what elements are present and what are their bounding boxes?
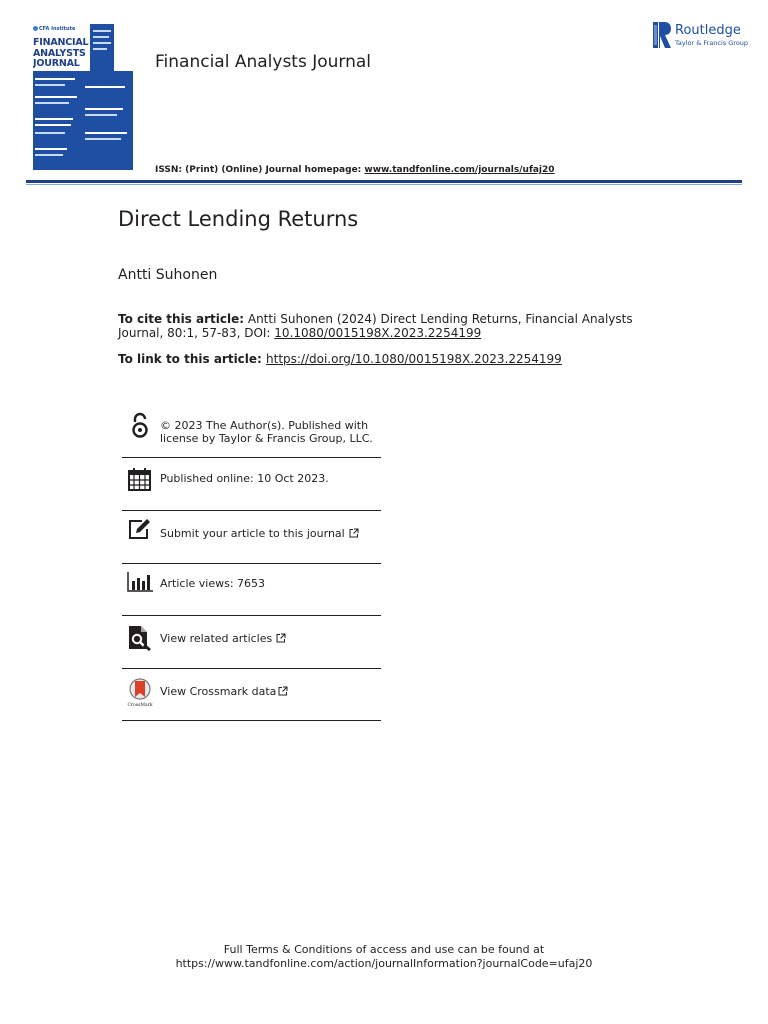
views-row <box>122 569 381 611</box>
publisher-logo <box>653 22 748 50</box>
related-row[interactable] <box>122 622 381 664</box>
issn-line: ISSN: (Print) (Online) Journal homepage: www.tandfonline.com/journals/ufaj20 <box>155 165 555 175</box>
routledge-logo-icon <box>653 22 671 48</box>
publisher-name: Routledge <box>675 23 741 38</box>
article-title: Direct Lending Returns <box>118 207 359 231</box>
article-author: Antti Suhonen <box>118 267 218 283</box>
crossmark-row[interactable] <box>122 676 381 716</box>
divider <box>122 563 381 564</box>
license-line-1: © 2023 The Author(s). Published with <box>160 419 369 432</box>
divider <box>122 668 381 669</box>
cite-text: Antti Suhonen (2024) Direct Lending Returns, Financial Analysts Journal, 80:1, 57-83, DOI: <box>118 312 633 340</box>
article-doi-link[interactable]: https://doi.org/10.1080/0015198X.2023.2254199 <box>266 352 562 366</box>
cover-brand: CFA Institute <box>33 26 75 32</box>
external-link-icon <box>276 633 286 643</box>
cite-label: To cite this article: <box>118 312 245 326</box>
published-row <box>122 464 381 504</box>
document-search-icon <box>126 624 154 652</box>
article-link-line <box>118 352 562 366</box>
calendar-icon <box>126 466 154 494</box>
cover-title: FINANCIAL ANALYSTS JOURNAL <box>33 37 89 69</box>
divider <box>122 720 381 721</box>
external-link-icon <box>278 686 288 696</box>
header-rule-thin <box>26 184 742 185</box>
header-rule <box>26 180 742 183</box>
journal-cover <box>33 24 133 170</box>
divider <box>122 510 381 511</box>
citation-block <box>118 312 648 340</box>
crossmark-icon <box>126 677 154 705</box>
publisher-subtitle: Taylor & Francis Group <box>675 39 749 47</box>
crossmark-caption: CrossMark <box>127 703 153 708</box>
link-label: To link to this article: <box>118 352 267 366</box>
article-views: Article views: 7653 <box>160 577 266 590</box>
submit-row[interactable] <box>122 516 381 558</box>
published-date: Published online: 10 Oct 2023. <box>160 472 329 485</box>
cite-doi-link[interactable]: 10.1080/0015198X.2023.2254199 <box>274 326 482 340</box>
crossmark-link[interactable]: View Crossmark data <box>160 685 277 698</box>
bar-chart-icon <box>126 569 154 597</box>
journal-homepage-link[interactable]: www.tandfonline.com/journals/ufaj20 <box>364 165 555 175</box>
license-line-2: license by Taylor & Francis Group, LLC. <box>160 432 373 445</box>
divider <box>122 615 381 616</box>
related-articles-link[interactable]: View related articles <box>160 632 273 645</box>
footer-line-1: Full Terms & Conditions of access and use can be found at <box>223 943 545 956</box>
license-row <box>122 412 381 456</box>
open-access-icon <box>126 412 154 440</box>
journal-title: Financial Analysts Journal <box>155 52 372 72</box>
footer-terms-link[interactable]: https://www.tandfonline.com/action/journalInformation?journalCode=ufaj20 <box>175 957 593 970</box>
divider <box>122 457 381 458</box>
edit-icon <box>126 516 154 544</box>
footer-terms <box>0 943 768 971</box>
external-link-icon <box>349 528 359 538</box>
submit-article-link[interactable]: Submit your article to this journal <box>160 527 345 540</box>
